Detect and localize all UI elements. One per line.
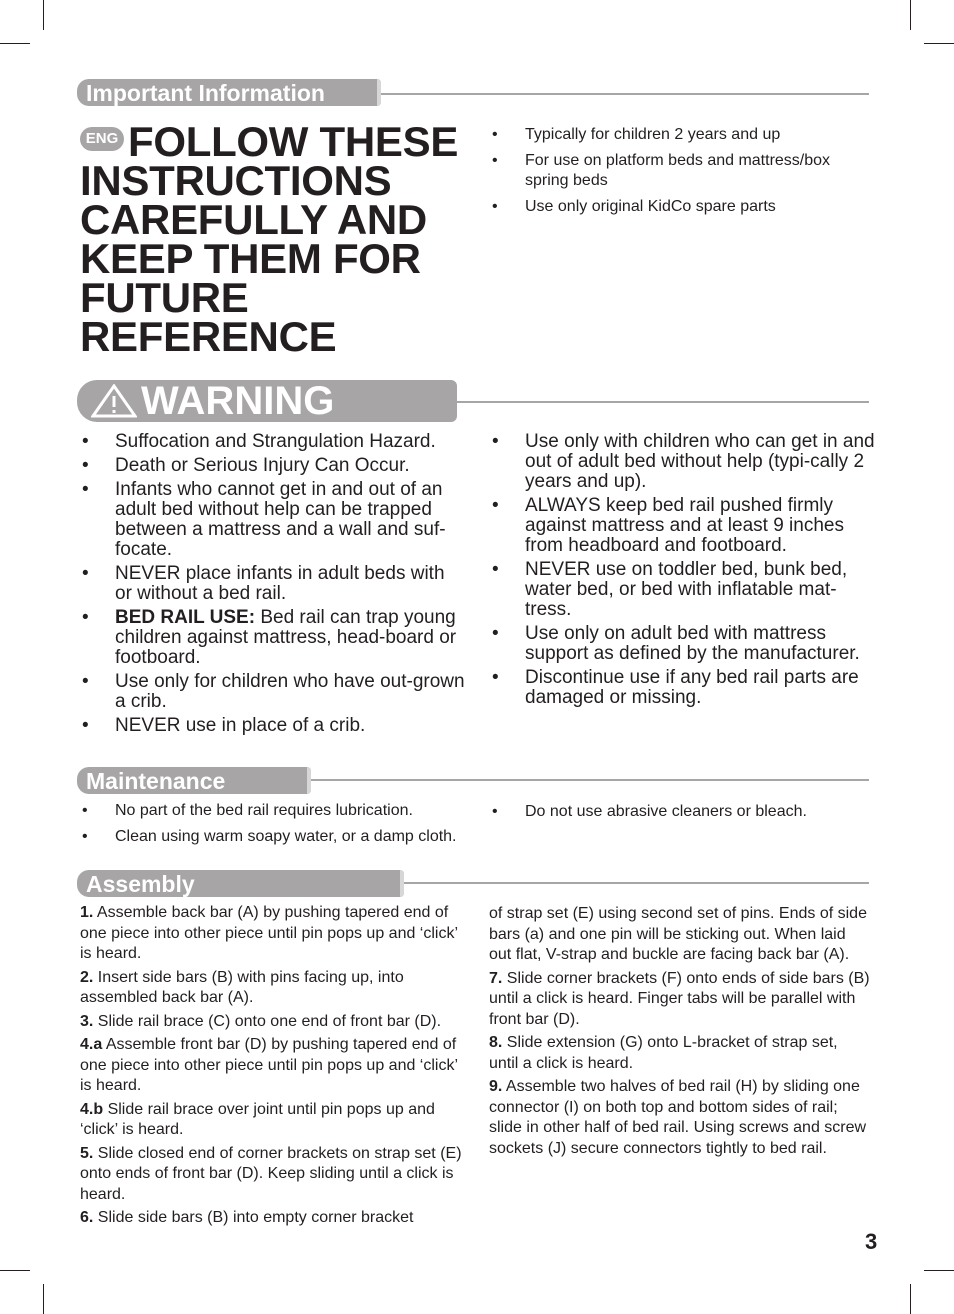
language-badge: ENG bbox=[80, 127, 124, 151]
section-rule bbox=[311, 779, 869, 781]
list-item: • Death or Serious Injury Can Occur. bbox=[82, 455, 410, 476]
warning-triangle-icon bbox=[91, 384, 137, 418]
list-item: • NEVER place infants in adult beds with or without a bed rail. bbox=[82, 563, 445, 604]
assembly-step: 3. Slide rail brace (C) onto one end of front bar (D). bbox=[80, 1012, 442, 1030]
section-title: Important Information bbox=[86, 80, 325, 106]
assembly-step: 9. Assemble two halves of bed rail (H) by sliding one connector (I) on both top and bottom sides of rail; slide in other half of bed rail. Using screws and screw sockets (J) secure connectors tightly to bed rail. bbox=[489, 1078, 867, 1157]
list-item: • Use only original KidCo spare parts bbox=[492, 198, 776, 215]
assembly-step: 6. Slide side bars (B) into empty corner bracket bbox=[80, 1209, 414, 1226]
list-item: • Suffocation and Strangulation Hazard. bbox=[82, 431, 436, 452]
section-header-assembly bbox=[77, 870, 404, 897]
title-text: FOLLOW THESE INSTRUCTIONS CAREFULLY AND KEEP THEM FOR FUTURE REFERENCE bbox=[80, 118, 459, 360]
assembly-step: 2. Insert side bars (B) with pins facing up, into assembled back bar (A). bbox=[80, 968, 404, 1006]
important-list bbox=[490, 125, 870, 223]
list-item: • NEVER use on toddler bed, bunk bed, water bed, or bed with inflatable mat-tress. bbox=[492, 559, 848, 620]
section-rule bbox=[457, 401, 869, 403]
list-item: • Infants who cannot get in and out of an adult bed without help can be trapped between a mattress and a wall and suf-focate. bbox=[82, 479, 446, 560]
list-item: • Clean using warm soapy water, or a damp cloth. bbox=[82, 828, 457, 845]
warning-list-right bbox=[490, 432, 880, 712]
crop-mark bbox=[43, 0, 44, 30]
crop-mark bbox=[910, 0, 911, 30]
assembly-steps-right bbox=[489, 904, 871, 1162]
list-item: • NEVER use in place of a crib. bbox=[82, 715, 366, 736]
assembly-steps-left bbox=[80, 903, 465, 1232]
list-item: • For use on platform beds and mattress/box spring beds bbox=[492, 152, 831, 189]
list-item: • Use only on adult bed with mattress support as defined by the manufacturer. bbox=[492, 623, 860, 664]
assembly-step: 5. Slide closed end of corner brackets on strap set (E) onto ends of front bar (D). Keep sliding until a click is heard. bbox=[80, 1144, 462, 1203]
section-rule bbox=[381, 93, 869, 95]
warning-list-left bbox=[80, 432, 465, 740]
crop-mark bbox=[910, 1284, 911, 1314]
warning-title: WARNING bbox=[141, 379, 335, 423]
list-item: • BED RAIL USE: Bed rail can trap young children against mattress, head-board or footboard. bbox=[82, 607, 457, 668]
crop-mark bbox=[0, 43, 30, 44]
list-item: • Use only for children who have out-grown a crib. bbox=[82, 671, 465, 712]
list-item: • Do not use abrasive cleaners or bleach. bbox=[492, 803, 807, 820]
list-item: • Discontinue use if any bed rail parts are damaged or missing. bbox=[492, 667, 859, 708]
section-title: Maintenance bbox=[86, 768, 226, 794]
list-item: • No part of the bed rail requires lubrication. bbox=[82, 802, 413, 819]
assembly-step: of strap set (E) using second set of pins. Ends of side bars (a) and one pin will be sticking out. When laid out flat, V-strap and buckle are facing back bar (A). bbox=[489, 905, 867, 963]
section-title: Assembly bbox=[86, 871, 195, 897]
assembly-step: 4.a Assemble front bar (D) by pushing tapered end of one piece into other piece until pin pops up and ‘click’ is heard. bbox=[80, 1036, 458, 1094]
page-number: 3 bbox=[865, 1229, 878, 1254]
list-item: • Use only with children who can get in and out of adult bed without help (typi-cally 2 years and up). bbox=[492, 431, 875, 492]
crop-mark bbox=[0, 1270, 30, 1271]
list-item: • ALWAYS keep bed rail pushed firmly against mattress and at least 9 inches from headboard and footboard. bbox=[492, 495, 844, 556]
assembly-step: 7. Slide corner brackets (F) onto ends of side bars (B) until a click is heard. Finger tabs will be parallel with front bar (D). bbox=[489, 969, 870, 1028]
section-header-maintenance bbox=[77, 767, 311, 794]
section-header-important bbox=[77, 79, 381, 106]
crop-mark bbox=[924, 43, 954, 44]
crop-mark bbox=[924, 1270, 954, 1271]
maintenance-list-right bbox=[490, 802, 870, 828]
warning-banner bbox=[77, 380, 457, 422]
assembly-step: 1. Assemble back bar (A) by pushing tapered end of one piece into other piece until pin pops up and ‘click’ is heard. bbox=[80, 904, 458, 962]
crop-mark bbox=[43, 1284, 44, 1314]
assembly-step: 4.b Slide rail brace over joint until pin pops up and ‘click’ is heard. bbox=[80, 1100, 435, 1138]
section-rule bbox=[404, 882, 869, 884]
maintenance-list-left bbox=[80, 801, 465, 853]
list-item: • Typically for children 2 years and up bbox=[492, 126, 781, 143]
assembly-step: 8. Slide extension (G) onto L-bracket of strap set, until a click is heard. bbox=[489, 1034, 838, 1072]
page-title bbox=[80, 118, 460, 360]
